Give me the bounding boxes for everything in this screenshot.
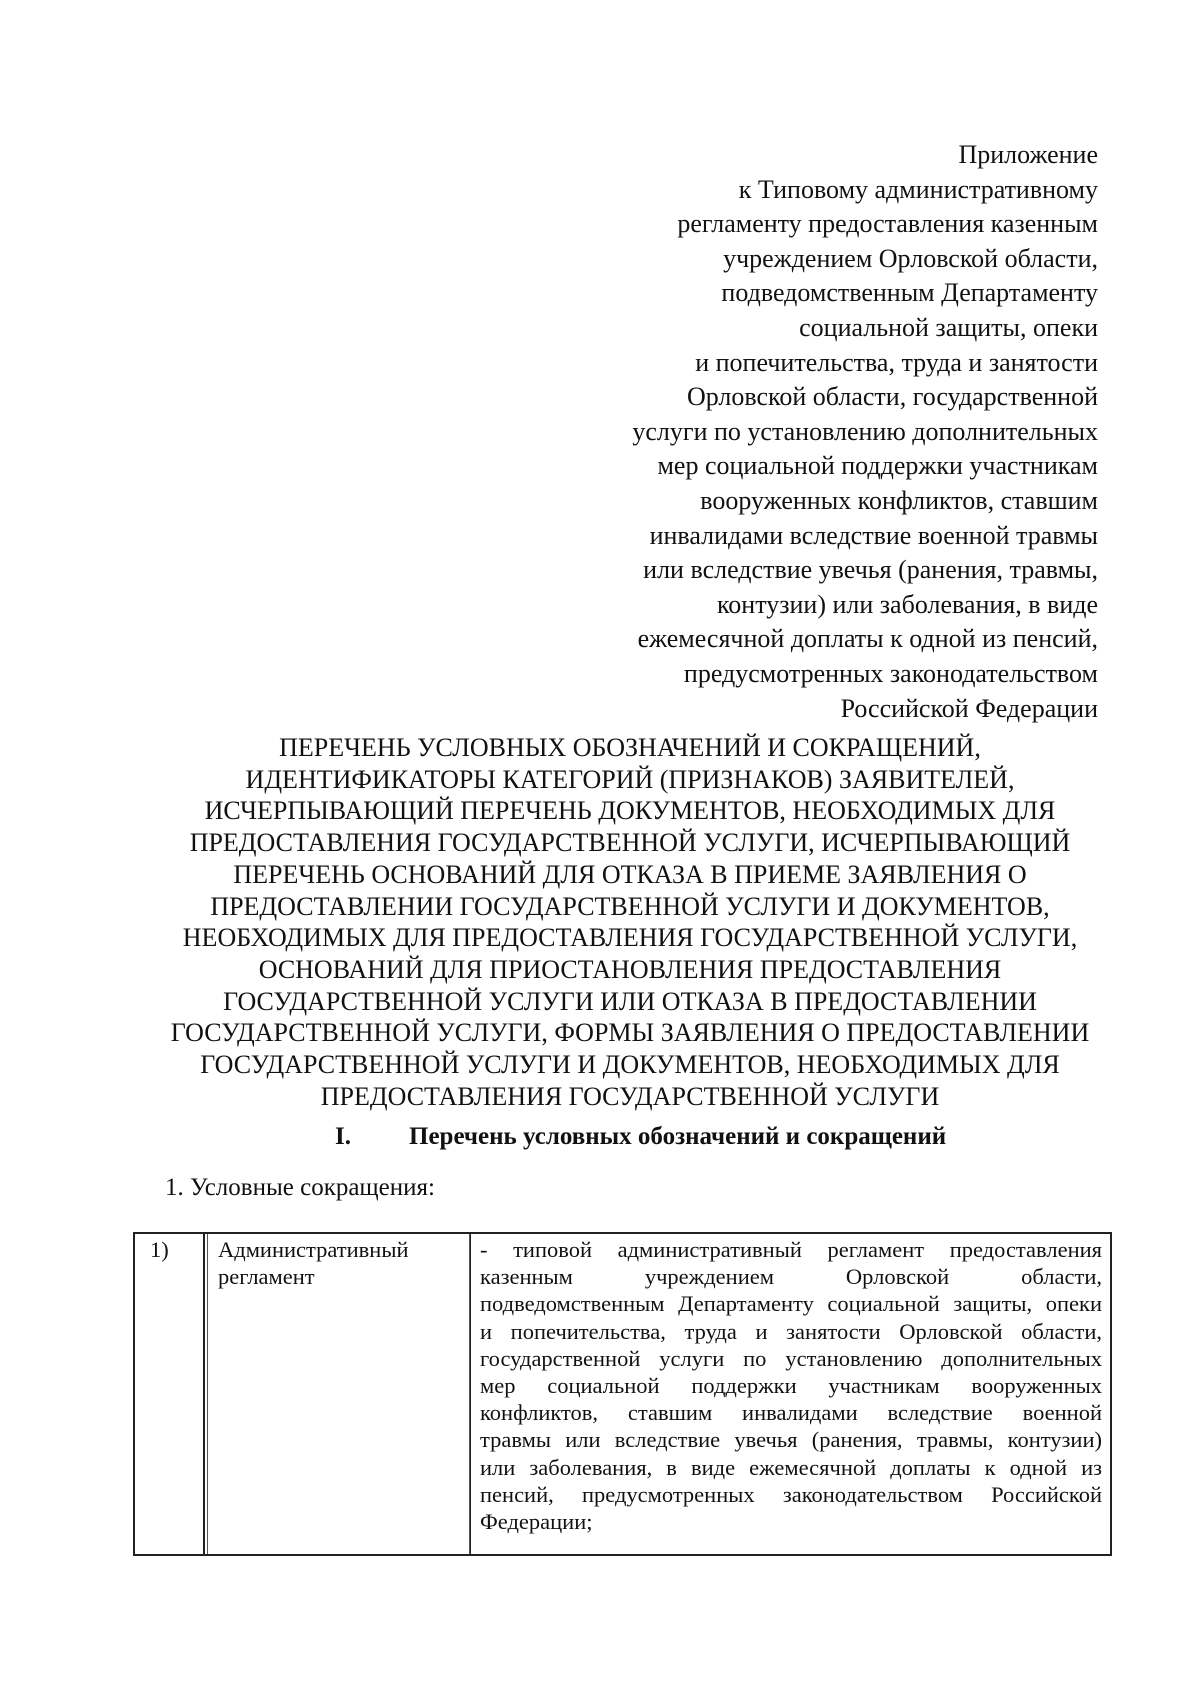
term-text: Административный регламент: [218, 1237, 409, 1290]
appendix-line: регламенту предоставления казенным: [677, 209, 1098, 239]
definition-line: государственной услуги по установлению дополнительных: [480, 1345, 1102, 1371]
definition-line: травмы или вследствие увечья (ранения, травмы, контузии): [480, 1427, 1102, 1453]
definition-line: пенсий, предусмотренных законодательством Российской: [480, 1481, 1102, 1507]
appendix-line: контузии) или заболевания, в виде: [716, 589, 1098, 619]
appendix-line: ежемесячной доплаты к одной из пенсий,: [637, 624, 1098, 654]
row-number: 1): [150, 1237, 169, 1262]
definition-line: подведомственным Департаменту социальной защиты, опеки: [480, 1291, 1102, 1317]
title-line: ПРЕДОСТАВЛЕНИЯ ГОСУДАРСТВЕННОЙ УСЛУГИ: [320, 1081, 940, 1111]
appendix-line: Российской Федерации: [840, 693, 1098, 723]
abbreviations-table: [133, 1232, 1112, 1556]
appendix-line: услуги по установлению дополнительных: [632, 416, 1098, 446]
definition-line: казенным учреждением Орловской области,: [480, 1264, 1102, 1290]
title-line: ИДЕНТИФИКАТОРЫ КАТЕГОРИЙ (ПРИЗНАКОВ) ЗАЯВИТЕЛЕЙ,: [245, 764, 1015, 794]
title-line: ПЕРЕЧЕНЬ УСЛОВНЫХ ОБОЗНАЧЕНИЙ И СОКРАЩЕНИЙ,: [279, 733, 981, 762]
table-cell-definition: [469, 1234, 1110, 1554]
appendix-line: и попечительства, труда и занятости: [695, 347, 1098, 377]
section-heading-text: Перечень условных обозначений и сокращений: [409, 1123, 947, 1150]
title-line: ГОСУДАРСТВЕННОЙ УСЛУГИ И ДОКУМЕНТОВ, НЕОБХОДИМЫХ ДЛЯ: [200, 1050, 1060, 1080]
appendix-line: инвалидами вследствие военной травмы: [649, 520, 1098, 550]
definition-line: конфликтов, ставшим инвалидами вследствие военной: [480, 1400, 1102, 1426]
appendix-line: мер социальной поддержки участникам: [657, 451, 1098, 481]
title-line: НЕОБХОДИМЫХ ДЛЯ ПРЕДОСТАВЛЕНИЯ ГОСУДАРСТВЕННОЙ УСЛУГИ,: [182, 923, 1078, 953]
title-line: ПРЕДОСТАВЛЕНИЯ ГОСУДАРСТВЕННОЙ УСЛУГИ, ИСЧЕРПЫВАЮЩИЙ: [189, 828, 1071, 858]
definition-line: и попечительства, труда и занятости Орловской области,: [480, 1318, 1102, 1344]
appendix-line: подведомственным Департаменту: [721, 278, 1098, 308]
appendix-header: [578, 138, 1098, 726]
appendix-line: Орловской области, государственной: [686, 382, 1098, 412]
section-number: I.: [335, 1123, 351, 1150]
appendix-line: учреждением Орловской области,: [723, 243, 1098, 273]
subheading: 1. Условные сокращения:: [165, 1174, 435, 1201]
definition-line: или заболевания, в виде ежемесячной доплаты к одной из: [480, 1454, 1102, 1480]
table-cell-term: [207, 1234, 471, 1554]
title-line: ГОСУДАРСТВЕННОЙ УСЛУГИ, ФОРМЫ ЗАЯВЛЕНИЯ О ПРЕДОСТАВЛЕНИИ: [170, 1018, 1090, 1048]
appendix-line: социальной защиты, опеки: [799, 312, 1098, 342]
definition-line: - типовой административный регламент предоставления: [480, 1237, 1102, 1262]
title-line: ИСЧЕРПЫВАЮЩИЙ ПЕРЕЧЕНЬ ДОКУМЕНТОВ, НЕОБХОДИМЫХ ДЛЯ: [204, 796, 1056, 826]
title-line: ОСНОВАНИЙ ДЛЯ ПРИОСТАНОВЛЕНИЯ ПРЕДОСТАВЛЕНИЯ: [258, 954, 1002, 984]
appendix-line: или вследствие увечья (ранения, травмы,: [643, 555, 1098, 585]
definition-line: мер социальной поддержки участникам вооруженных: [480, 1372, 1102, 1398]
title-line: ПРЕДОСТАВЛЕНИИ ГОСУДАРСТВЕННОЙ УСЛУГИ И ДОКУМЕНТОВ,: [210, 891, 1050, 921]
document-title: [160, 732, 1100, 1112]
appendix-line: Приложение: [958, 140, 1098, 169]
title-line: ГОСУДАРСТВЕННОЙ УСЛУГИ ИЛИ ОТКАЗА В ПРЕДОСТАВЛЕНИИ: [223, 986, 1037, 1016]
appendix-line: вооруженных конфликтов, ставшим: [700, 485, 1098, 515]
definition-line: Федерации;: [480, 1508, 593, 1534]
table-cell-number: [135, 1234, 205, 1554]
title-line: ПЕРЕЧЕНЬ ОСНОВАНИЙ ДЛЯ ОТКАЗА В ПРИЕМЕ ЗАЯВЛЕНИЯ О: [233, 859, 1027, 889]
appendix-line: к Типовому административному: [738, 174, 1098, 204]
appendix-line: предусмотренных законодательством: [683, 658, 1098, 688]
